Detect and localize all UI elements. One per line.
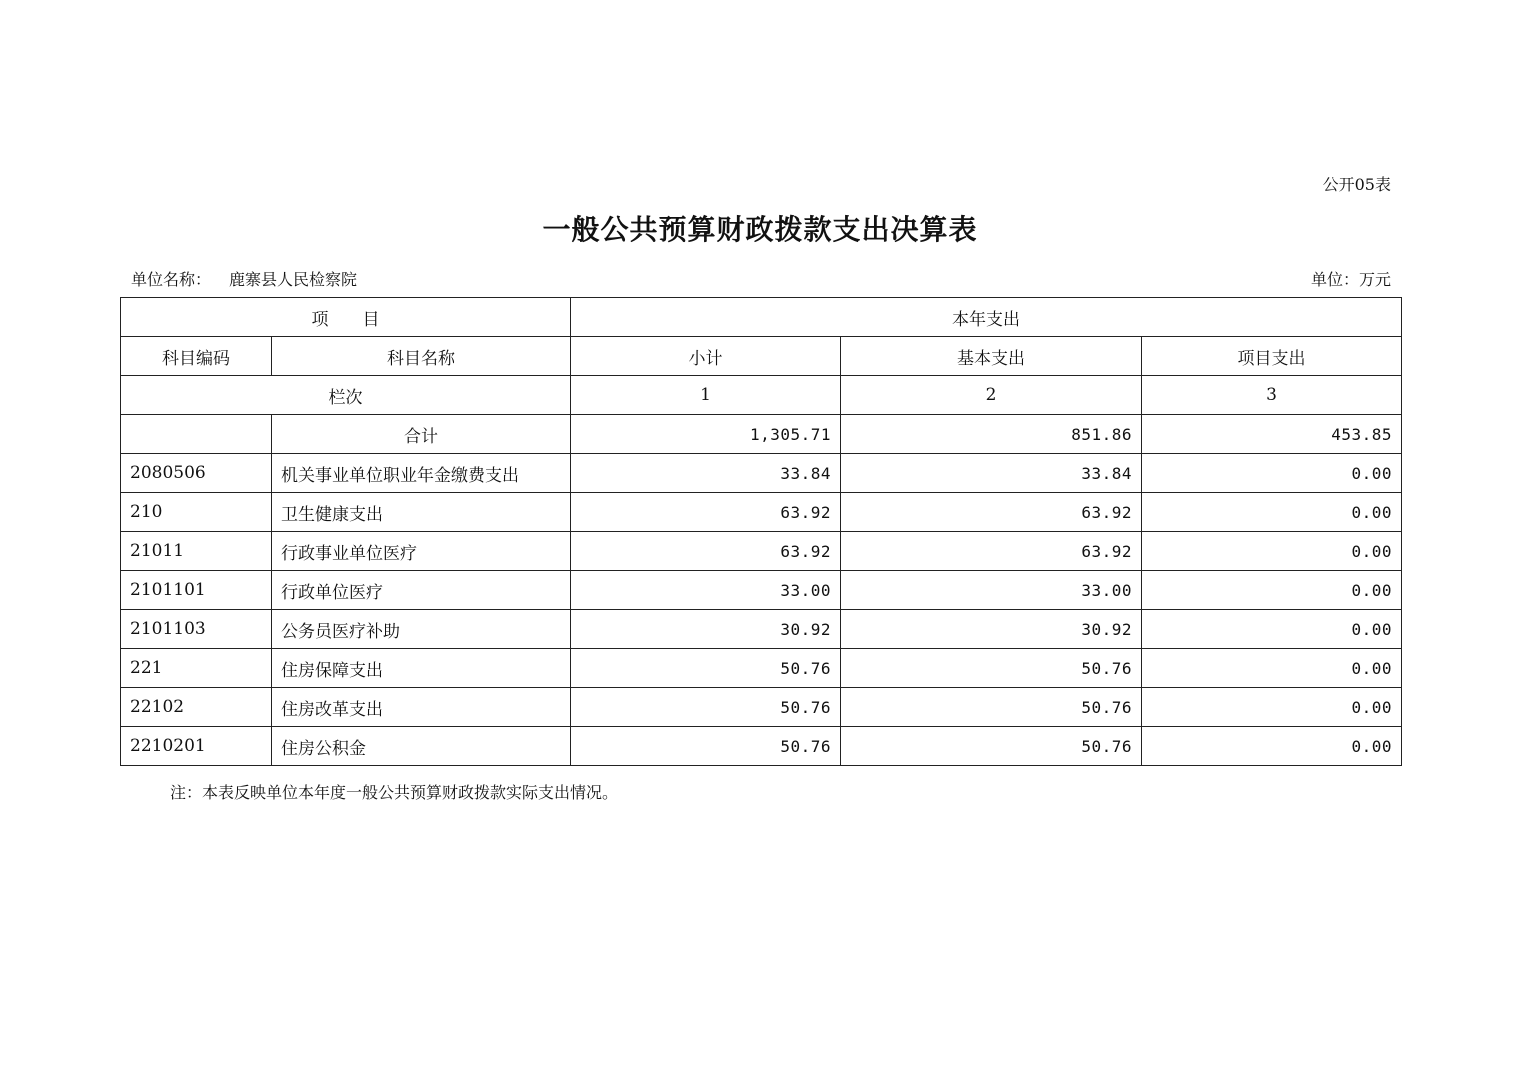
table-row xyxy=(121,610,1402,649)
header-name: 科目名称 xyxy=(272,337,571,376)
row-project: 0.00 xyxy=(1142,727,1402,766)
row-project: 0.00 xyxy=(1142,493,1402,532)
table-row xyxy=(121,571,1402,610)
table-row xyxy=(121,727,1402,766)
row-basic: 50.76 xyxy=(841,688,1142,727)
row-code: 21011 xyxy=(121,532,272,571)
row-name: 行政单位医疗 xyxy=(272,571,571,610)
currency-unit: 单位：万元 xyxy=(1310,270,1391,289)
row-basic: 33.00 xyxy=(841,571,1142,610)
unit-name-label: 单位名称： xyxy=(131,270,212,289)
column-number-label: 栏次 xyxy=(121,376,571,415)
row-name: 公务员医疗补助 xyxy=(272,610,571,649)
row-code: 221 xyxy=(121,649,272,688)
row-code: 2101103 xyxy=(121,610,272,649)
row-code: 2210201 xyxy=(121,727,272,766)
column-number-row xyxy=(121,376,1402,415)
row-code: 22102 xyxy=(121,688,272,727)
total-project: 453.85 xyxy=(1142,415,1402,454)
row-basic: 63.92 xyxy=(841,493,1142,532)
row-basic: 50.76 xyxy=(841,727,1142,766)
row-name: 住房改革支出 xyxy=(272,688,571,727)
row-project: 0.00 xyxy=(1142,532,1402,571)
footnote: 注：本表反映单位本年度一般公共预算财政拨款实际支出情况。 xyxy=(170,783,619,802)
row-project: 0.00 xyxy=(1142,454,1402,493)
table-row xyxy=(121,454,1402,493)
row-subtotal: 50.76 xyxy=(571,688,841,727)
header-row-2 xyxy=(121,337,1402,376)
row-subtotal: 33.00 xyxy=(571,571,841,610)
form-number: 公开05表 xyxy=(1322,175,1391,194)
header-subtotal: 小计 xyxy=(571,337,841,376)
row-subtotal: 33.84 xyxy=(571,454,841,493)
row-basic: 30.92 xyxy=(841,610,1142,649)
column-number-2: 2 xyxy=(841,376,1142,415)
row-subtotal: 50.76 xyxy=(571,649,841,688)
unit-name-value: 鹿寨县人民检察院 xyxy=(229,270,358,289)
row-name: 住房公积金 xyxy=(272,727,571,766)
row-basic: 50.76 xyxy=(841,649,1142,688)
row-project: 0.00 xyxy=(1142,571,1402,610)
row-name: 住房保障支出 xyxy=(272,649,571,688)
row-name: 机关事业单位职业年金缴费支出 xyxy=(272,454,571,493)
row-subtotal: 63.92 xyxy=(571,493,841,532)
row-name: 行政事业单位医疗 xyxy=(272,532,571,571)
page-title: 一般公共预算财政拨款支出决算表 xyxy=(542,213,978,246)
column-number-3: 3 xyxy=(1142,376,1402,415)
table-row xyxy=(121,493,1402,532)
total-row xyxy=(121,415,1402,454)
header-project: 项目支出 xyxy=(1142,337,1402,376)
header-row-1 xyxy=(121,298,1402,337)
header-item: 项 目 xyxy=(121,298,571,337)
column-number-1: 1 xyxy=(571,376,841,415)
row-name: 卫生健康支出 xyxy=(272,493,571,532)
total-subtotal: 1,305.71 xyxy=(571,415,841,454)
row-project: 0.00 xyxy=(1142,688,1402,727)
table-row xyxy=(121,532,1402,571)
table-row xyxy=(121,688,1402,727)
header-year-expense: 本年支出 xyxy=(571,298,1402,337)
row-code: 2101101 xyxy=(121,571,272,610)
row-basic: 33.84 xyxy=(841,454,1142,493)
row-project: 0.00 xyxy=(1142,649,1402,688)
expenditure-table xyxy=(120,297,1402,766)
row-basic: 63.92 xyxy=(841,532,1142,571)
row-subtotal: 50.76 xyxy=(571,727,841,766)
row-subtotal: 63.92 xyxy=(571,532,841,571)
row-subtotal: 30.92 xyxy=(571,610,841,649)
row-code: 2080506 xyxy=(121,454,272,493)
header-basic: 基本支出 xyxy=(841,337,1142,376)
total-code-cell xyxy=(121,415,272,454)
row-project: 0.00 xyxy=(1142,610,1402,649)
header-code: 科目编码 xyxy=(121,337,272,376)
table-row xyxy=(121,649,1402,688)
total-label: 合计 xyxy=(272,415,571,454)
total-basic: 851.86 xyxy=(841,415,1142,454)
row-code: 210 xyxy=(121,493,272,532)
unit-name-line xyxy=(131,267,357,290)
